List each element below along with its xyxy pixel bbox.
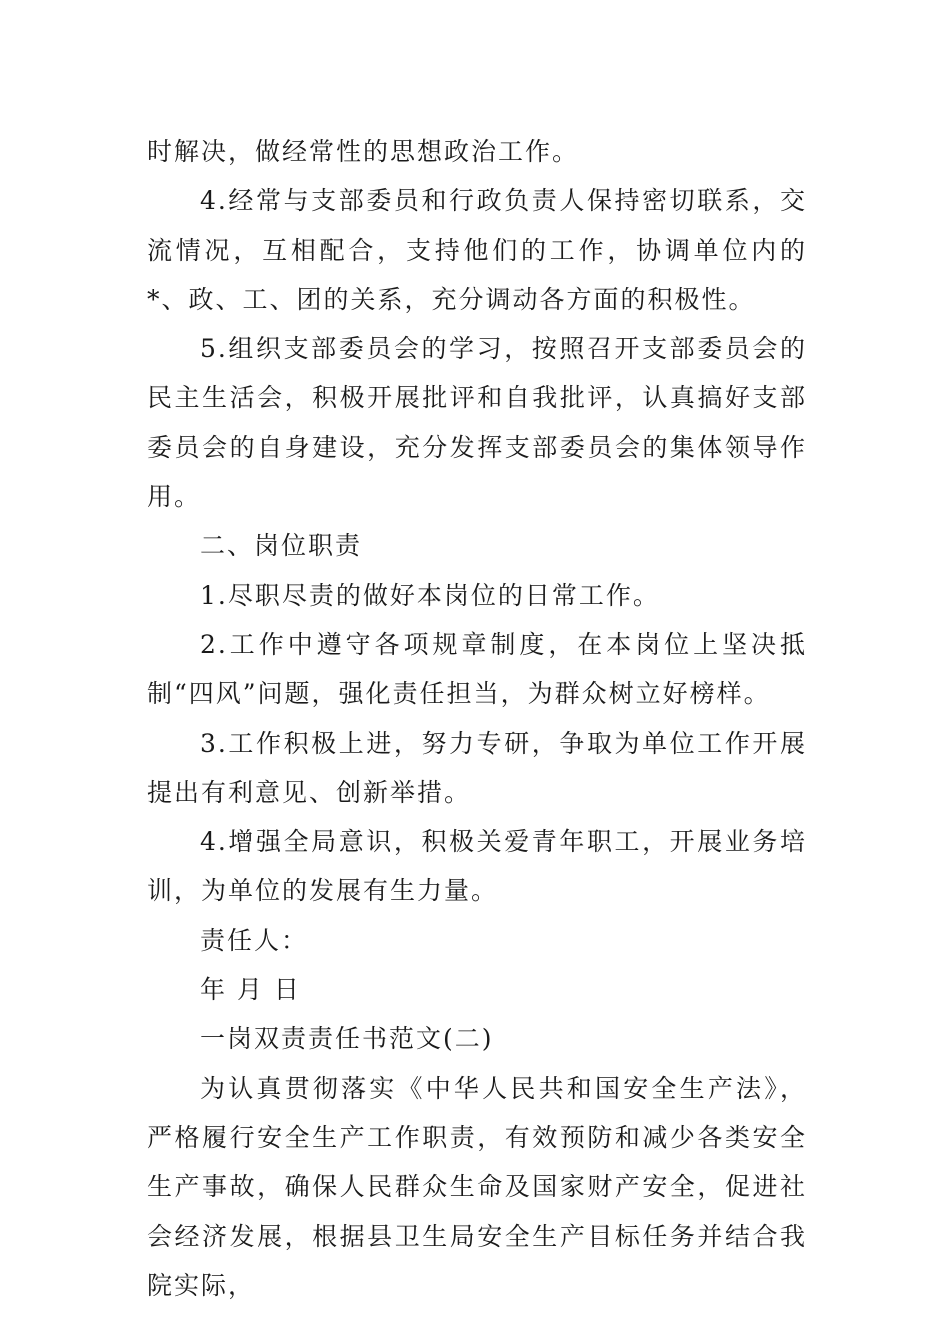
- paragraph-item-4: 4.经常与支部委员和行政负责人保持密切联系，交流情况，互相配合，支持他们的工作，协调单位内的*、政、工、团的关系，充分调动各方面的积极性。: [147, 186, 807, 314]
- duty-item-1: 1.尽职尽责的做好本岗位的日常工作。: [200, 580, 660, 610]
- duty-item-2: 2.工作中遵守各项规章制度，在本岗位上坚决抵制“四风”问题，强化责任担当，为群众树立好榜样。: [147, 629, 807, 709]
- document-body: [147, 127, 807, 1310]
- paragraph-continuation: 时解决，做经常性的思想政治工作。: [147, 137, 580, 166]
- date-line: 年 月 日: [200, 975, 301, 1005]
- sample-title-two: 一岗双责责任书范文(二): [200, 1024, 494, 1054]
- responsible-person-label: 责任人：: [200, 925, 309, 955]
- paragraph-intro-safety: 为认真贯彻落实《中华人民共和国安全生产法》，严格履行安全生产工作职责，有效预防和减少各类安全生产事故，确保人民群众生命及国家财产安全，促进社会经济发展，根据县卫生局安全生产目标任务并结合我院实际，: [147, 1073, 807, 1300]
- duty-item-3: 3.工作积极上进，努力专研，争取为单位工作开展提出有利意见、创新举措。: [147, 728, 807, 807]
- duty-item-4: 4.增强全局意识，积极关爱青年职工，开展业务培训，为单位的发展有生力量。: [147, 827, 807, 906]
- paragraph-item-5: 5.组织支部委员会的学习，按照召开支部委员会的民主生活会，积极开展批评和自我批评，认真搞好支部委员会的自身建设，充分发挥支部委员会的集体领导作用。: [147, 334, 807, 512]
- section-heading-duties: 二、岗位职责: [200, 531, 363, 561]
